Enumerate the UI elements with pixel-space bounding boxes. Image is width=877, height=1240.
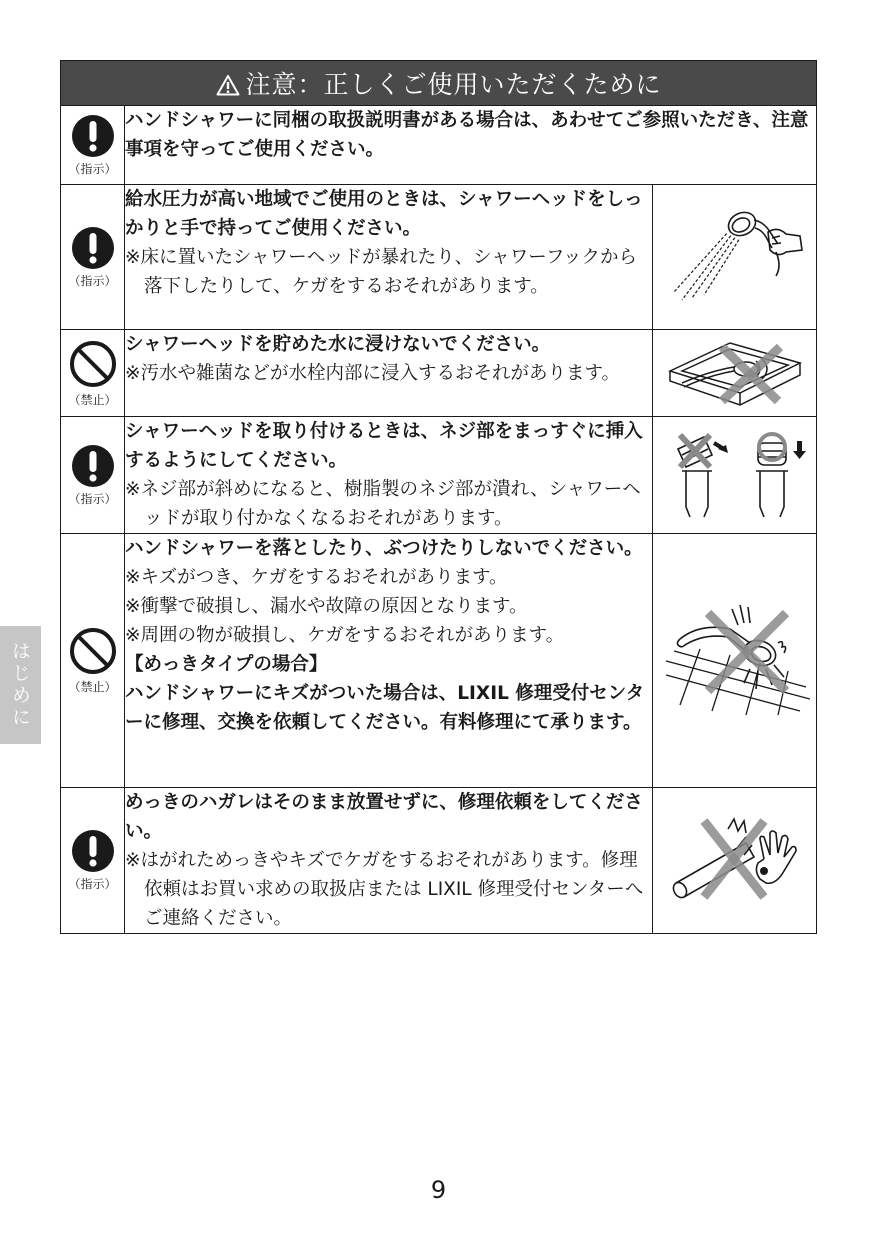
shower-in-water-basin-icon [660, 331, 810, 411]
illustration-cell [653, 330, 817, 417]
row-bold-text: ハンドシャワーに同梱の取扱説明書がある場合は、あわせてご参照いただき、注意事項を守ってご使用ください。 [125, 110, 809, 160]
row-note-text: ※キズがつき、ケガをするおそれがあります。 [125, 567, 508, 588]
page-number: 9 [430, 1176, 447, 1204]
row-note-text: ※ネジ部が斜めになると、樹脂製のネジ部が潰れ、シャワーヘッドが取り付かなくなるおそれがあります。 [125, 479, 641, 529]
row-bold-text: シャワーヘッドを取り付けるときは、ネジ部をまっすぐに挿入するようにしてください。 [125, 421, 643, 471]
row-text [125, 106, 817, 185]
row-bold-text: ハンドシャワーにキズがついた場合は、LIXIL 修理受付センターに修理、交換を依頼してください。有料修理にて承ります。 [125, 683, 645, 733]
icon-label: （指示） [68, 273, 117, 288]
icon-cell [61, 534, 125, 788]
mandatory-action-icon [71, 226, 115, 270]
row-note-text: ※はがれためっきやキズでケガをするおそれがあります。修理依頼はお買い求めの取扱店または LIXIL 修理受付センターへご連絡ください。 [125, 850, 644, 929]
icon-label: （指示） [68, 491, 117, 506]
row-text [125, 185, 653, 330]
icon-cell [61, 417, 125, 534]
row-note-text: ※衝撃で破損し、漏水や故障の原因となります。 [125, 596, 528, 617]
row-bold-text: シャワーヘッドを貯めた水に浸けないでください。 [125, 334, 551, 355]
row-bold-text: めっきのハガレはそのまま放置せずに、修理依頼をしてください。 [125, 792, 643, 842]
caution-row [61, 788, 817, 934]
row-text [125, 417, 653, 534]
caution-row [61, 330, 817, 417]
warning-triangle-icon [216, 74, 240, 96]
mandatory-action-icon [71, 829, 115, 873]
icon-cell [61, 788, 125, 934]
caution-title: 注意：正しくご使用いただくために [245, 70, 662, 99]
icon-label: （指示） [68, 161, 117, 176]
row-text [125, 330, 653, 417]
row-bold-text: 【めっきタイプの場合】 [125, 654, 328, 675]
illustration-cell [653, 185, 817, 330]
dropped-shower-icon [660, 599, 810, 719]
peeled-plating-hand-icon [660, 809, 810, 909]
row-note-text: ※汚水や雑菌などが水栓内部に浸入するおそれがあります。 [125, 363, 621, 384]
caution-row [61, 417, 817, 534]
row-bold-text: 給水圧力が高い地域でご使用のときは、シャワーヘッドをしっかりと手で持ってご使用ください。 [125, 189, 643, 239]
icon-label: （指示） [68, 877, 117, 891]
icon-cell [61, 330, 125, 417]
hand-holding-shower-icon [660, 200, 810, 310]
prohibition-icon [68, 626, 118, 676]
caution-table [60, 60, 817, 934]
illustration-cell [653, 788, 817, 934]
icon-label: （禁止） [68, 680, 117, 694]
caution-row [61, 106, 817, 185]
prohibition-icon [68, 339, 118, 389]
mandatory-action-icon [71, 114, 115, 158]
row-text [125, 534, 653, 788]
caution-row [61, 534, 817, 788]
row-note-text: ※周囲の物が破損し、ケガをするおそれがあります。 [125, 625, 565, 646]
caution-header [61, 61, 817, 106]
row-text [125, 788, 653, 934]
illustration-cell [653, 534, 817, 788]
row-bold-text: ハンドシャワーを落としたり、ぶつけたりしないでください。 [125, 538, 643, 559]
icon-cell [61, 185, 125, 330]
section-side-tab [0, 626, 41, 744]
mandatory-action-icon [71, 444, 115, 488]
thread-insertion-icon [660, 423, 810, 523]
icon-cell [61, 106, 125, 185]
caution-row [61, 185, 817, 330]
icon-label: （禁止） [68, 392, 117, 407]
section-side-tab-label: はじめに [9, 641, 31, 729]
row-note-text: ※床に置いたシャワーヘッドが暴れたり、シャワーフックから落下したりして、ケガをするおそれがあります。 [125, 247, 638, 297]
illustration-cell [653, 417, 817, 534]
